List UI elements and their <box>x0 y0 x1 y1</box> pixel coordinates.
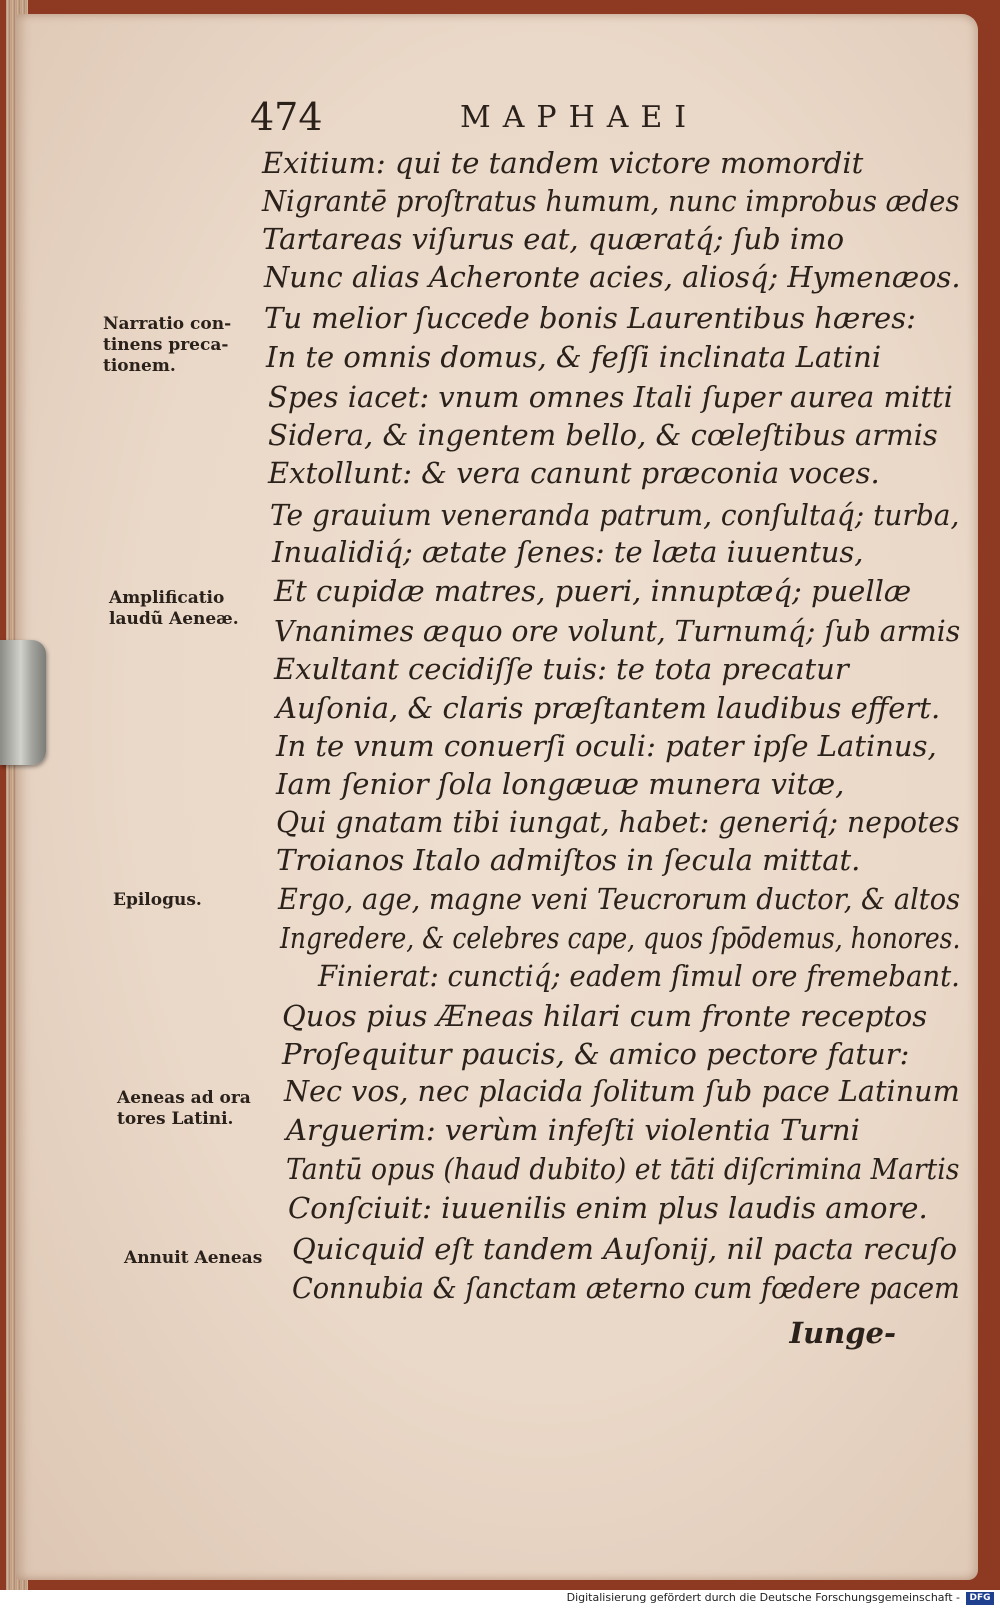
digitization-footer <box>0 1590 1000 1608</box>
verse-line: Spes iacet: vnum omnes Itali ſuper aurea mitti <box>268 380 953 414</box>
verse-line: Vnanimes æquo ore volunt, Turnumq́; ſub armis <box>274 614 961 648</box>
verse-line: Proſequitur paucis, & amico pectore fatur: <box>282 1037 910 1071</box>
page-header <box>250 94 770 144</box>
page-number: 474 <box>250 95 323 139</box>
margin-gloss-epilogus: Epilogus. <box>113 890 202 910</box>
book-clasp <box>0 640 46 765</box>
verse-line: Exitium: qui te tandem victore momordit <box>262 146 864 180</box>
verse-line: In te omnis domus, & feſſi inclinata Latini <box>266 340 882 374</box>
verse-line: Exultant cecidiſſe tuis: te tota precatur <box>274 652 849 686</box>
verse-line: Quos pius Æneas hilari cum fronte receptos <box>282 999 928 1033</box>
margin-gloss-amplificatio: Amplificatio laudũ Aeneæ. <box>109 588 239 629</box>
verse-line: Conſciuit: iuuenilis enim plus laudis amore. <box>288 1191 928 1225</box>
verse-line: Et cupidæ matres, pueri, innuptæq́; puellæ <box>274 574 912 608</box>
verse-line: Auſonia, & claris præſtantem laudibus effert. <box>276 691 941 725</box>
verse-line: Iam ſenior ſola longæuæ munera vitæ, <box>276 767 845 801</box>
margin-gloss-narratio: Narratio con- tinens preca- tionem. <box>103 314 232 376</box>
verse-line: Te grauium veneranda patrum, conſultaq́; turba, <box>270 498 960 532</box>
verse-line: Troianos Italo admiſtos in ſecula mittat. <box>276 843 861 877</box>
margin-gloss-annuit-aeneas: Annuit Aeneas <box>124 1248 263 1268</box>
verse-line: Nunc alias Acheronte acies, aliosq́; Hymenæos. <box>264 260 961 294</box>
running-head: MAPHAEI <box>460 100 699 135</box>
verse-line: Tu melior ſuccede bonis Laurentibus hæres: <box>264 301 916 335</box>
catchword: Iunge- <box>789 1316 896 1350</box>
verse-line: Ergo, age, magne veni Teucrorum ductor, & altos <box>278 882 961 916</box>
verse-line: Inualidiq́; ætate ſenes: te læta iuuentus, <box>272 535 864 569</box>
verse-line: Tartareas viſurus eat, quæratq́; ſub imo <box>262 222 845 256</box>
verse-line: Quicquid eſt tandem Auſonij, nil pacta recuſo <box>292 1232 958 1266</box>
funding-credit: Digitalisierung gefördert durch die Deutsche Forschungsgemeinschaft - <box>566 1591 960 1604</box>
verse-line: Finierat: cunctiq́; eadem ſimul ore fremebant. <box>318 959 960 993</box>
dfg-logo: DFG <box>966 1592 994 1605</box>
verse-line: Qui gnatam tibi iungat, habet: generiq́; nepotes <box>276 805 960 839</box>
verse-line: Tantū opus (haud dubito) et tāti diſcrimina Martis <box>286 1152 960 1186</box>
verse-line: In te vnum conuerſi oculi: pater ipſe Latinus, <box>276 729 937 763</box>
verse-line: Ingredere, & celebres cape, quos ſpōdemus, honores. <box>280 921 961 955</box>
verse-line: Arguerim: verùm infeſti violentia Turni <box>286 1113 860 1147</box>
verse-line: Sidera, & ingentem bello, & cœleſtibus armis <box>268 418 938 452</box>
verse-line: Connubia & ſanctam æterno cum fœdere pacem <box>292 1271 960 1305</box>
verse-line: Extollunt: & vera canunt præconia voces. <box>268 456 880 490</box>
verse-line: Nigrantē proſtratus humum, nunc improbus ædes <box>262 184 960 218</box>
verse-line: Nec vos, nec placida ſolitum ſub pace Latinum <box>284 1074 960 1108</box>
margin-gloss-aeneas-ad-oratores: Aeneas ad ora tores Latini. <box>117 1088 251 1129</box>
